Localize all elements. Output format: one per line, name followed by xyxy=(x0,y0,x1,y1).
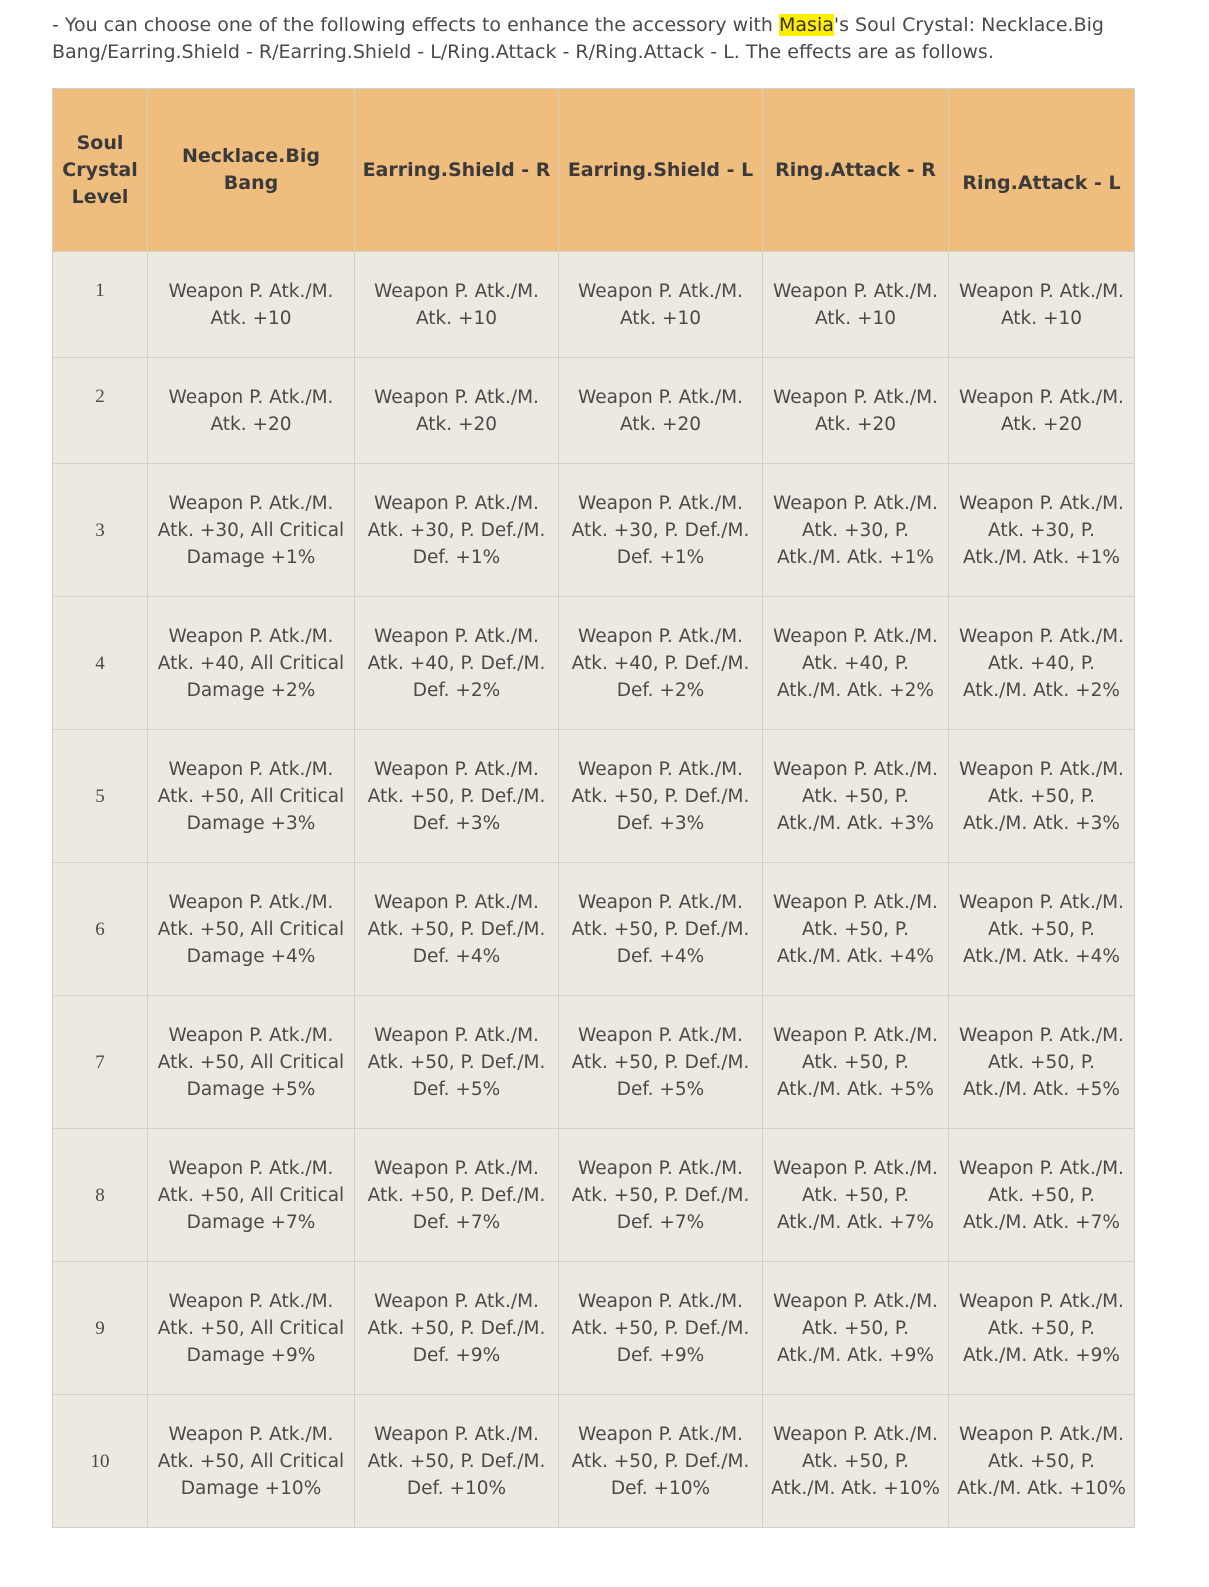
ring-attack-l-cell: Weapon P. Atk./M. Atk. +50, P. Atk./M. Atk. +10% xyxy=(949,1395,1135,1528)
header-necklace-big-bang: Necklace.Big Bang xyxy=(148,89,355,252)
earring-shield-l-cell: Weapon P. Atk./M. Atk. +50, P. Def./M. Def. +5% xyxy=(559,996,763,1129)
ring-attack-l-cell: Weapon P. Atk./M. Atk. +50, P. Atk./M. Atk. +3% xyxy=(949,730,1135,863)
table-header xyxy=(53,89,1135,252)
earring-shield-r-cell: Weapon P. Atk./M. Atk. +50, P. Def./M. Def. +5% xyxy=(355,996,559,1129)
earring-shield-r-cell: Weapon P. Atk./M. Atk. +50, P. Def./M. Def. +10% xyxy=(355,1395,559,1528)
ring-attack-r-cell: Weapon P. Atk./M. Atk. +50, P. Atk./M. Atk. +3% xyxy=(763,730,949,863)
ring-attack-r-cell: Weapon P. Atk./M. Atk. +10 xyxy=(763,252,949,358)
necklace-big-bang-cell: Weapon P. Atk./M. Atk. +50, All Critical Damage +10% xyxy=(148,1395,355,1528)
necklace-big-bang-cell: Weapon P. Atk./M. Atk. +50, All Critical Damage +7% xyxy=(148,1129,355,1262)
earring-shield-r-cell: Weapon P. Atk./M. Atk. +10 xyxy=(355,252,559,358)
ring-attack-l-cell: Weapon P. Atk./M. Atk. +30, P. Atk./M. Atk. +1% xyxy=(949,464,1135,597)
necklace-big-bang-cell: Weapon P. Atk./M. Atk. +40, All Critical Damage +2% xyxy=(148,597,355,730)
ring-attack-r-cell: Weapon P. Atk./M. Atk. +50, P. Atk./M. Atk. +7% xyxy=(763,1129,949,1262)
level-cell: 7 xyxy=(53,996,148,1129)
ring-attack-r-cell: Weapon P. Atk./M. Atk. +50, P. Atk./M. Atk. +5% xyxy=(763,996,949,1129)
level-cell: 10 xyxy=(53,1395,148,1528)
earring-shield-l-cell: Weapon P. Atk./M. Atk. +20 xyxy=(559,358,763,464)
table-row xyxy=(53,730,1135,863)
ring-attack-l-cell: Weapon P. Atk./M. Atk. +20 xyxy=(949,358,1135,464)
soul-crystal-table xyxy=(52,88,1135,1528)
table-body xyxy=(53,252,1135,1528)
earring-shield-r-cell: Weapon P. Atk./M. Atk. +50, P. Def./M. Def. +4% xyxy=(355,863,559,996)
ring-attack-l-cell: Weapon P. Atk./M. Atk. +50, P. Atk./M. Atk. +4% xyxy=(949,863,1135,996)
highlighted-term: Masia xyxy=(779,14,834,36)
header-earring-shield-r: Earring.Shield - R xyxy=(355,89,559,252)
level-cell: 5 xyxy=(53,730,148,863)
table-row xyxy=(53,863,1135,996)
level-cell: 6 xyxy=(53,863,148,996)
level-cell: 2 xyxy=(53,358,148,464)
table-row xyxy=(53,1262,1135,1395)
ring-attack-r-cell: Weapon P. Atk./M. Atk. +20 xyxy=(763,358,949,464)
intro-text: - You can choose one of the following effects to enhance the accessory with xyxy=(52,14,780,36)
header-ring-attack-l: Ring.Attack - L xyxy=(949,89,1135,252)
table-row xyxy=(53,1395,1135,1528)
level-cell: 8 xyxy=(53,1129,148,1262)
necklace-big-bang-cell: Weapon P. Atk./M. Atk. +50, All Critical Damage +3% xyxy=(148,730,355,863)
earring-shield-l-cell: Weapon P. Atk./M. Atk. +50, P. Def./M. Def. +4% xyxy=(559,863,763,996)
header-soul-crystal-level: Soul Crystal Level xyxy=(53,89,148,252)
table-row xyxy=(53,358,1135,464)
table-row xyxy=(53,996,1135,1129)
necklace-big-bang-cell: Weapon P. Atk./M. Atk. +50, All Critical Damage +5% xyxy=(148,996,355,1129)
ring-attack-l-cell: Weapon P. Atk./M. Atk. +50, P. Atk./M. Atk. +9% xyxy=(949,1262,1135,1395)
earring-shield-r-cell: Weapon P. Atk./M. Atk. +40, P. Def./M. Def. +2% xyxy=(355,597,559,730)
ring-attack-l-cell: Weapon P. Atk./M. Atk. +50, P. Atk./M. Atk. +7% xyxy=(949,1129,1135,1262)
earring-shield-r-cell: Weapon P. Atk./M. Atk. +30, P. Def./M. Def. +1% xyxy=(355,464,559,597)
earring-shield-r-cell: Weapon P. Atk./M. Atk. +50, P. Def./M. Def. +9% xyxy=(355,1262,559,1395)
table-row xyxy=(53,597,1135,730)
ring-attack-l-cell: Weapon P. Atk./M. Atk. +50, P. Atk./M. Atk. +5% xyxy=(949,996,1135,1129)
earring-shield-l-cell: Weapon P. Atk./M. Atk. +30, P. Def./M. Def. +1% xyxy=(559,464,763,597)
ring-attack-r-cell: Weapon P. Atk./M. Atk. +30, P. Atk./M. Atk. +1% xyxy=(763,464,949,597)
ring-attack-l-cell: Weapon P. Atk./M. Atk. +40, P. Atk./M. Atk. +2% xyxy=(949,597,1135,730)
earring-shield-l-cell: Weapon P. Atk./M. Atk. +10 xyxy=(559,252,763,358)
level-cell: 4 xyxy=(53,597,148,730)
ring-attack-r-cell: Weapon P. Atk./M. Atk. +40, P. Atk./M. Atk. +2% xyxy=(763,597,949,730)
ring-attack-r-cell: Weapon P. Atk./M. Atk. +50, P. Atk./M. Atk. +4% xyxy=(763,863,949,996)
earring-shield-l-cell: Weapon P. Atk./M. Atk. +50, P. Def./M. Def. +10% xyxy=(559,1395,763,1528)
necklace-big-bang-cell: Weapon P. Atk./M. Atk. +50, All Critical Damage +9% xyxy=(148,1262,355,1395)
intro-paragraph xyxy=(52,12,1152,66)
level-cell: 1 xyxy=(53,252,148,358)
header-ring-attack-r: Ring.Attack - R xyxy=(763,89,949,252)
ring-attack-l-cell: Weapon P. Atk./M. Atk. +10 xyxy=(949,252,1135,358)
necklace-big-bang-cell: Weapon P. Atk./M. Atk. +20 xyxy=(148,358,355,464)
ring-attack-r-cell: Weapon P. Atk./M. Atk. +50, P. Atk./M. Atk. +9% xyxy=(763,1262,949,1395)
level-cell: 3 xyxy=(53,464,148,597)
necklace-big-bang-cell: Weapon P. Atk./M. Atk. +10 xyxy=(148,252,355,358)
table-row xyxy=(53,464,1135,597)
necklace-big-bang-cell: Weapon P. Atk./M. Atk. +50, All Critical Damage +4% xyxy=(148,863,355,996)
header-earring-shield-l: Earring.Shield - L xyxy=(559,89,763,252)
earring-shield-l-cell: Weapon P. Atk./M. Atk. +50, P. Def./M. Def. +9% xyxy=(559,1262,763,1395)
table-row xyxy=(53,252,1135,358)
level-cell: 9 xyxy=(53,1262,148,1395)
intro-text-suffix: 's Soul Crystal: Necklace.Big Bang/Earring.Shield - R/Earring.Shield - L/Ring.Attack - R/Ring.Attack - L. The effects are as follows. xyxy=(52,14,1104,63)
header-row xyxy=(53,89,1135,252)
necklace-big-bang-cell: Weapon P. Atk./M. Atk. +30, All Critical Damage +1% xyxy=(148,464,355,597)
earring-shield-r-cell: Weapon P. Atk./M. Atk. +50, P. Def./M. Def. +7% xyxy=(355,1129,559,1262)
table-row xyxy=(53,1129,1135,1262)
earring-shield-l-cell: Weapon P. Atk./M. Atk. +50, P. Def./M. Def. +3% xyxy=(559,730,763,863)
ring-attack-r-cell: Weapon P. Atk./M. Atk. +50, P. Atk./M. Atk. +10% xyxy=(763,1395,949,1528)
earring-shield-l-cell: Weapon P. Atk./M. Atk. +50, P. Def./M. Def. +7% xyxy=(559,1129,763,1262)
earring-shield-l-cell: Weapon P. Atk./M. Atk. +40, P. Def./M. Def. +2% xyxy=(559,597,763,730)
earring-shield-r-cell: Weapon P. Atk./M. Atk. +50, P. Def./M. Def. +3% xyxy=(355,730,559,863)
earring-shield-r-cell: Weapon P. Atk./M. Atk. +20 xyxy=(355,358,559,464)
